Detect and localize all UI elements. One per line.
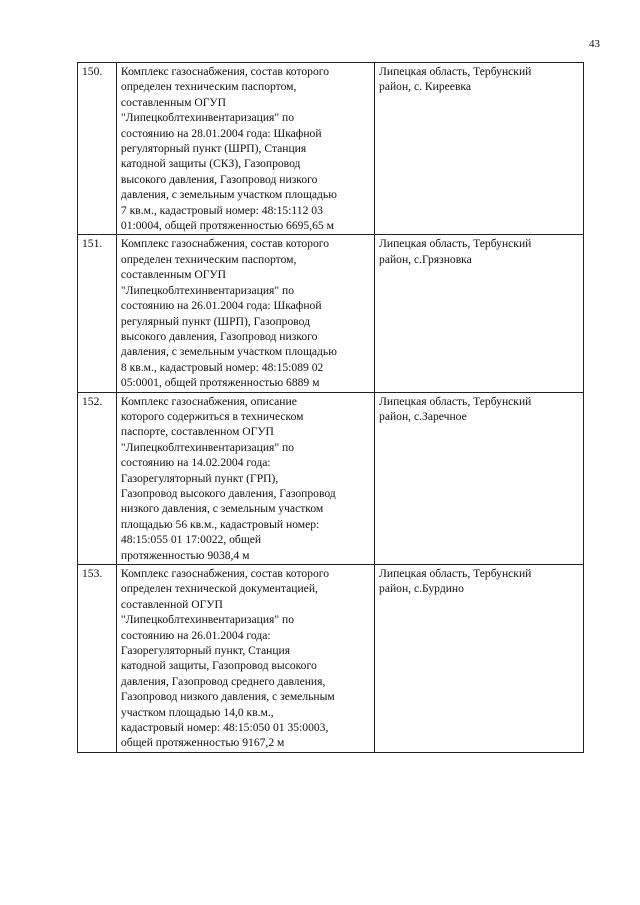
- description-line: Комплекс газоснабжения, состав которого: [120, 237, 330, 251]
- description-line: Газорегуляторный пункт (ГРП),: [120, 471, 279, 485]
- page-number: 43: [589, 38, 600, 50]
- description-line: катодной защиты (СКЗ), Газопровод: [120, 157, 301, 171]
- location-line: район, с.Бурдино: [379, 582, 464, 596]
- description-line: составленным ОГУП: [120, 95, 226, 109]
- description-line: Комплекс газоснабжения, описание: [120, 394, 297, 408]
- description-line: состоянию на 26.01.2004 года:: [120, 628, 271, 642]
- description-line: определен техническим паспортом,: [120, 80, 297, 94]
- description-line: состоянию на 26.01.2004 года: Шкафной: [120, 299, 322, 313]
- description-line: катодной защиты, Газопровод высокого: [120, 659, 317, 673]
- registry-table: [77, 62, 584, 753]
- location-line: Липецкая область, Тербунский: [379, 65, 532, 78]
- location-line: Липецкая область, Тербунский: [379, 567, 532, 580]
- description-line: участком площадью 14,0 кв.м.,: [120, 705, 274, 719]
- description-line: кадастровый номер: 48:15:050 01 35:0003,: [120, 721, 329, 735]
- description-line: 48:15:055 01 17:0022, общей: [120, 533, 262, 547]
- description-line: высокого давления, Газопровод низкого: [120, 172, 318, 186]
- description-line: определен технической документацией,: [120, 582, 318, 596]
- location-line: район, с.Грязновка: [379, 252, 472, 266]
- location-line: район, с.Заречное: [379, 409, 467, 423]
- location-cell: [375, 565, 584, 753]
- description-line: общей протяженностью 9167,2 м: [120, 736, 285, 750]
- table-row: [78, 235, 584, 392]
- description-line: давления, с земельным участком площадью: [120, 345, 337, 359]
- table-row: [78, 565, 584, 753]
- description-line: Газопровод высокого давления, Газопровод: [120, 486, 336, 500]
- description-line: "Липецкоблтехинвентаризация" по: [120, 111, 294, 125]
- row-number-cell: 150.: [78, 63, 117, 235]
- location-cell: [375, 63, 584, 235]
- description-line: состоянию на 28.01.2004 года: Шкафной: [120, 126, 322, 140]
- description-cell: [116, 235, 374, 392]
- description-line: давления, Газопровод среднего давления,: [120, 674, 326, 688]
- description-line: составленным ОГУП: [120, 268, 226, 282]
- row-number-cell: 152.: [78, 392, 117, 564]
- description-line: Газопровод низкого давления, с земельным: [120, 690, 335, 704]
- description-line: которого содержиться в техническом: [120, 409, 304, 423]
- location-line: Липецкая область, Тербунский: [379, 237, 532, 251]
- description-line: Комплекс газоснабжения, состав которого: [120, 65, 330, 78]
- description-cell: [116, 392, 374, 564]
- description-line: давления, с земельным участком площадью: [120, 188, 337, 202]
- table-row: [78, 63, 584, 235]
- registry-table-body: [78, 63, 584, 753]
- location-cell: [375, 235, 584, 392]
- location-cell: [375, 392, 584, 564]
- description-line: протяженностью 9038,4 м: [120, 548, 250, 562]
- description-line: 8 кв.м., кадастровый номер: 48:15:089 02: [120, 360, 324, 374]
- description-line: высокого давления, Газопровод низкого: [120, 329, 318, 343]
- description-line: 05:0001, общей протяженностью 6889 м: [120, 376, 320, 390]
- description-cell: [116, 63, 374, 235]
- location-line: Липецкая область, Тербунский: [379, 394, 532, 408]
- description-line: "Липецкоблтехинвентаризация" по: [120, 613, 294, 627]
- description-line: паспорте, составленном ОГУП: [120, 425, 274, 439]
- description-line: Комплекс газоснабжения, состав которого: [120, 567, 330, 580]
- description-line: "Липецкоблтехинвентаризация" по: [120, 283, 294, 297]
- table-row: [78, 392, 584, 564]
- description-line: определен техническим паспортом,: [120, 252, 297, 266]
- description-line: площадью 56 кв.м., кадастровый номер:: [120, 517, 320, 531]
- description-line: регуляторный пункт (ШРП), Станция: [120, 142, 307, 156]
- row-number-cell: 151.: [78, 235, 117, 392]
- description-cell: [116, 565, 374, 753]
- location-line: район, с. Киреевка: [379, 80, 472, 94]
- description-line: 7 кв.м., кадастровый номер: 48:15:112 03: [120, 203, 323, 217]
- description-line: Газорегуляторный пункт, Станция: [120, 644, 291, 658]
- description-line: регулярный пункт (ШРП), Газопровод: [120, 314, 311, 328]
- description-line: 01:0004, общей протяженностью 6695,65 м: [120, 219, 334, 233]
- description-line: "Липецкоблтехинвентаризация" по: [120, 440, 294, 454]
- description-line: составленной ОГУП: [120, 597, 223, 611]
- description-line: состоянию на 14.02.2004 года:: [120, 456, 271, 470]
- description-line: низкого давления, с земельным участком: [120, 502, 324, 516]
- row-number-cell: 153.: [78, 565, 117, 753]
